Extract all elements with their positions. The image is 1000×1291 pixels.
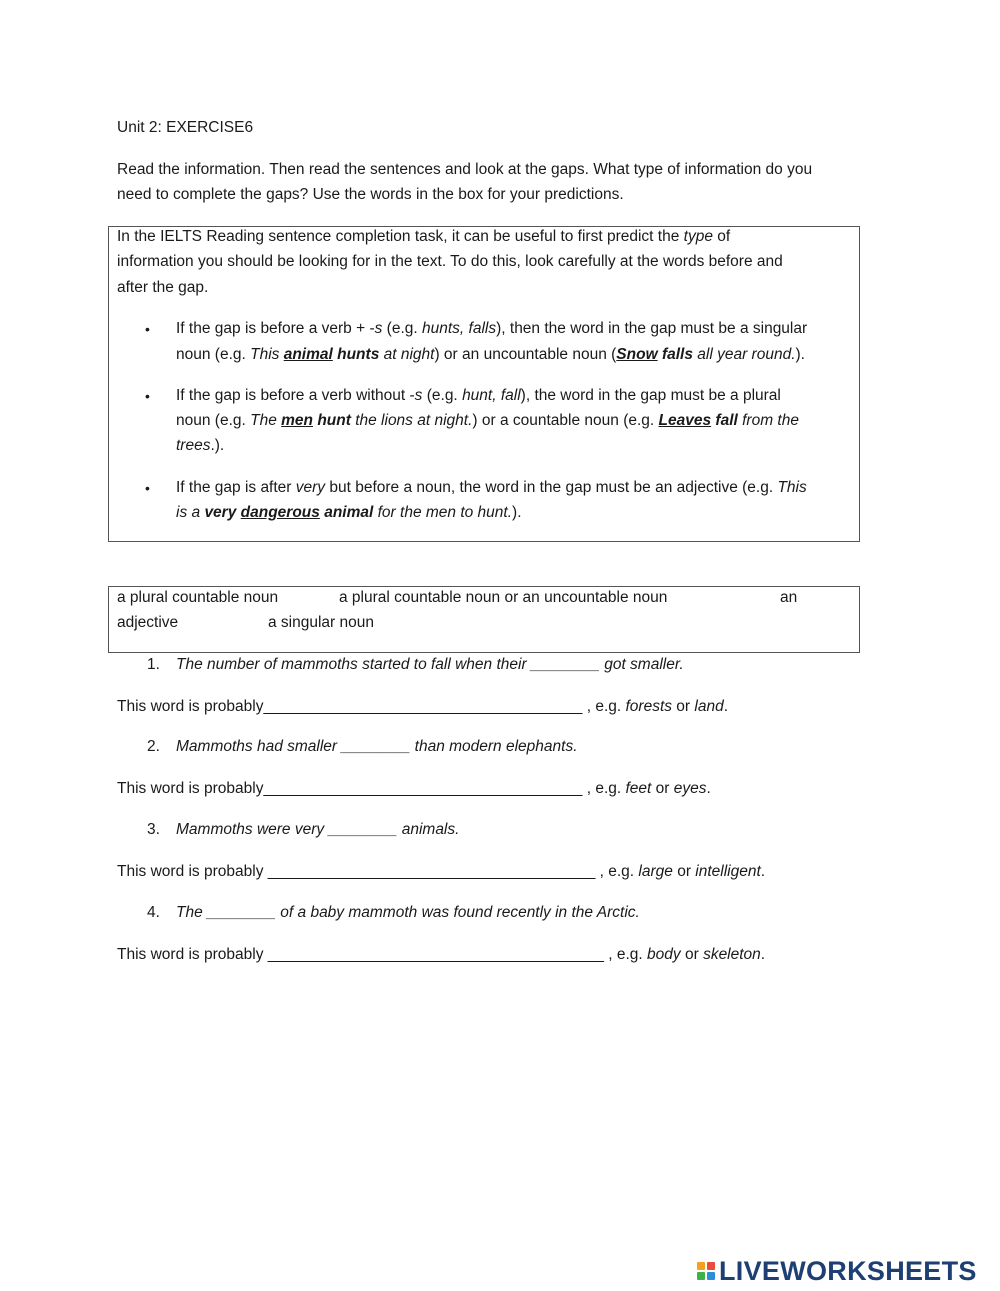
bullet-3-line-1: If the gap is after very but before a noun, the word in the gap must be an adjective (e.g. This	[176, 479, 807, 496]
instructions-line-1: Read the information. Then read the sentences and look at the gaps. What type of information do you	[117, 161, 813, 178]
info-paragraph-line-1: In the IELTS Reading sentence completion task, it can be useful to first predict the type of	[117, 228, 731, 245]
bullet-2-line-1: If the gap is before a verb without -s (e.g. hunt, fall), the word in the gap must be a plural	[176, 387, 781, 404]
word-option-2: a plural countable noun or an uncountable noun	[339, 589, 668, 606]
instructions-line-2: need to complete the gaps? Use the words in the box for your predictions.	[117, 186, 624, 203]
info-paragraph-line-3: after the gap.	[117, 279, 209, 296]
bullet-2-line-3: trees.).	[176, 437, 225, 454]
question-2-number: 2.	[147, 738, 160, 755]
bullet-2-line-2: noun (e.g. The men hunt the lions at night.) or a countable noun (e.g. Leaves fall from the	[176, 412, 799, 429]
logo-block	[707, 1272, 715, 1280]
question-2-text: Mammoths had smaller ________ than modern elephants.	[176, 738, 578, 755]
bullet-icon: •	[145, 480, 150, 496]
logo-block	[697, 1262, 705, 1270]
question-1-text: The number of mammoths started to fall when their ________ got smaller.	[176, 656, 684, 673]
info-box	[108, 226, 860, 542]
bullet-icon: •	[145, 321, 150, 337]
logo-blocks-icon	[697, 1262, 715, 1280]
bullet-3-line-2: is a very dangerous animal for the men to hunt.).	[176, 504, 522, 521]
word-option-3-part-1: an	[780, 589, 798, 606]
question-1-answer-line[interactable]: This word is probably_____________________________________ , e.g. forests or land.	[117, 698, 729, 715]
question-3-number: 3.	[147, 821, 160, 838]
question-2-answer-line[interactable]: This word is probably_____________________________________ , e.g. feet or eyes.	[117, 780, 711, 797]
logo-text: LIVEWORKSHEETS	[719, 1256, 977, 1286]
liveworksheets-logo	[697, 1256, 977, 1286]
bullet-1-line-1: If the gap is before a verb + -s (e.g. hunts, falls), then the word in the gap must be a singular	[176, 320, 808, 337]
word-option-3-part-2: adjective	[117, 614, 179, 631]
word-option-1: a plural countable noun	[117, 589, 279, 606]
question-3-answer-line[interactable]: This word is probably ______________________________________ , e.g. large or intelligent.	[117, 863, 766, 880]
word-option-4: a singular noun	[268, 614, 374, 631]
bullet-1-line-2: noun (e.g. This animal hunts at night) or an uncountable noun (Snow falls all year round.).	[176, 346, 805, 363]
question-4-answer-line[interactable]: This word is probably _______________________________________ , e.g. body or skeleton.	[117, 946, 766, 963]
question-1-number: 1.	[147, 656, 160, 673]
question-4-number: 4.	[147, 904, 160, 921]
question-3-text: Mammoths were very ________ animals.	[176, 821, 460, 838]
word-box	[108, 586, 860, 653]
logo-block	[707, 1262, 715, 1270]
logo-block	[697, 1272, 705, 1280]
question-4-text: The ________ of a baby mammoth was found recently in the Arctic.	[176, 904, 640, 921]
exercise-title: Unit 2: EXERCISE6	[117, 119, 254, 136]
info-paragraph-line-2: information you should be looking for in the text. To do this, look carefully at the words before and	[117, 253, 783, 270]
bullet-icon: •	[145, 388, 150, 404]
